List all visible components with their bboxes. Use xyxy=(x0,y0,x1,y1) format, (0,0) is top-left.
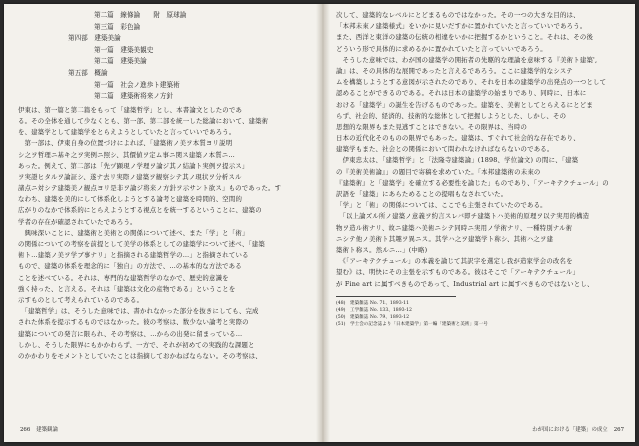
text-line: ことを述べている。それは、専門的な建築哲学のなかで、歴史的意識を xyxy=(18,273,229,282)
left-page-footer xyxy=(20,426,58,434)
text-line: 伊東は、第一篇と第二篇をもって「建築哲学」とし、本書論文としたのであ xyxy=(18,105,243,114)
text-line: 日本の近代化そのものの限界でもあった。建築は、すぐれて社会的な存在であり、 xyxy=(336,134,580,143)
text-line: を、建築学として建築学をとらえようとしていたと言っていいであろう。 xyxy=(18,128,236,137)
running-title: 建築観論 xyxy=(36,427,58,433)
text-line: もので、建築の体系を理念的に「独自」の方法で、…の基本的な方法である xyxy=(18,262,242,271)
text-line: また、西洋と東洋の建築の伝統の相違をいかに把握するかということ。それは、その後 xyxy=(336,33,594,42)
footnotes xyxy=(336,300,626,329)
text-line: シ之ヲ哲理ニ基キ之ヲ実例ニ照シ、其價値ヲ定ム事ニ関ス建築ノ本質ニ… xyxy=(18,150,235,159)
toc-entry: 第二篇 建築美論 xyxy=(94,57,147,66)
body-text xyxy=(18,105,310,362)
text-line: 建築についての発言に限られ、その考察は、…からの出発に留まっている… xyxy=(18,329,243,338)
toc-entry: 第一篇 建築美観史 xyxy=(94,45,154,54)
text-line: る。その全体を通して少なくとも、第一部、第二部を統一した総論において、建築術 xyxy=(18,116,269,125)
running-title: わが国における「建築」の成立 xyxy=(532,427,608,433)
text-line: ヲ実證ヒタルヲ論証シ、遂ナ去リ実際ノ建築ヲ観察シテ其ノ現状ヲ分析スル xyxy=(18,172,242,181)
right-page xyxy=(336,10,626,424)
text-line: 『建築術』と「建築学」を確立する必要性を論じた」ものであり、「アーキテクチュール」の xyxy=(336,178,609,187)
text-line: 第一部は、伊東自身の位置づけによれば、「建築術ノ美ヲ本質ヨリ説明 xyxy=(18,139,233,148)
text-line: 学者の存在が確認されていたであろう。 xyxy=(18,217,137,226)
text-line: の『美術美術論』」の題目で寄稿を求めていた。「本邦建築術の未來の xyxy=(336,167,541,176)
text-line: 築術ト称ス。然ルニ…」(中略) xyxy=(336,245,428,254)
toc-entry: 第一篇 社会ノ進歩ト建築術 xyxy=(94,80,180,89)
text-line: 「建築哲学」は、そうした意味では、書かれなかった部分を抜きにしても、完成 xyxy=(18,307,259,316)
text-line: そうした意味では、わが国の建築学の開拓者の先駆的な理論を意味する『美術ト建築', xyxy=(336,55,598,64)
text-line: 望む》は、明快にその主張を示すものである。彼はそこで「アーキテクチュール」 xyxy=(336,268,580,277)
text-line: 次して、建築的なレベルにとどまるものではなかった。その一つの大きな目的は、 xyxy=(336,11,580,19)
table-of-contents xyxy=(18,10,310,103)
text-line: 興味深いことに、建築術と美術との関係について述べ、また「学」と「術」 xyxy=(18,228,249,237)
text-line: らず、社会的、経済的、技術的な総体として把握しようとした、しかし、その xyxy=(336,111,567,120)
text-line: 伊東忠太は、「建築哲学」と「法隆寺建築論」(1898、学位論文) の間に、「建築 xyxy=(336,156,579,165)
page-number: 266 xyxy=(20,427,31,433)
text-line: が Fine art に属すべきものであって、Industrial art に属すべきものではないとし、 xyxy=(336,279,594,288)
text-line: 論』は、その具体的な展開であったと言えるであろう。ここに建築学的なシステ xyxy=(336,66,573,75)
text-line: どういう形で具体的に求めるかに置かれていたと言っていいであろう。 xyxy=(336,44,547,53)
text-line: 物ヲ造ル術ナリ、故ニ建築ハ美術ニシテ同時ニ実用ノ学術ナリ、一種特別ナル術 xyxy=(336,223,573,232)
text-line: のかかわりをモメントとしていたことは指摘しておかねばならない。その考察は、 xyxy=(18,351,262,360)
footnote: (49) 工学雑誌 No. 133、1893-12 xyxy=(336,307,412,313)
text-line: ニシテ他ノ美術ト其趣ヲ異ニス。其学ハ之ヲ建築学ト称シ、其術ハ之ヲ建 xyxy=(336,234,554,243)
toc-entry: 第三篇 彩色論 xyxy=(94,22,141,31)
footnote: (50) 建築雑誌 No. 79、1893-12 xyxy=(336,315,410,321)
right-page-footer xyxy=(476,426,624,434)
text-line: 広がりのなかで体系的にとらえようとする視点とを統一するということに、建築の xyxy=(18,206,262,215)
book-spread xyxy=(4,4,635,442)
body-text xyxy=(336,10,626,290)
text-line: の関係についての考察を前提として美学の体系としての建築学について述べ、「建築 xyxy=(18,240,265,248)
toc-entry: 第四部 建築美論 xyxy=(68,34,121,43)
text-line: 「学」と「術」の関係については、ここでも主張されていたのである。 xyxy=(336,201,547,210)
text-line: 思想的な限界もまた見逃すことはできない。その限界は、当時の xyxy=(336,122,528,131)
text-line: 示すものとして考えられているのである。 xyxy=(18,295,144,304)
toc-entry: 第二篇 線條論 附 原球論 xyxy=(94,11,187,19)
text-line: 訳語を「建築」にあらためることの提唱もなされていた。 xyxy=(336,190,508,198)
text-line: 術ト…建築ノ美ヲ学ブ事ナリ」と指摘される建築哲学の…」と指摘されている xyxy=(18,251,249,260)
text-line: あった。例えて、第二部は「先ヅ顕現ノ学理ヲ論ジ其ノ結論ト実例ヲ提示ス」 xyxy=(18,161,249,170)
footnote: (48) 建築雑誌 No. 71、1893-11 xyxy=(336,300,410,306)
toc-entry: 第五部 概論 xyxy=(68,68,108,77)
text-line: なわち、建築を美的にして体系化しようとする論考と建築を時間的、空間的 xyxy=(18,195,243,204)
book-gutter xyxy=(316,4,330,442)
text-line: ムを構築しようとする意図が示されたのであり、それを日本の建築学の出発点の一つとして xyxy=(336,78,607,87)
text-line: しかし、そうした限界にもかかわらず、一方で、それが初めての実践的な課題と xyxy=(18,340,255,349)
text-line: 諸点ニ対シテ建築美ノ観点ヨリ是非ヲ論ジ将来ノ方針ヲ示サント欲ス」ものであった。す xyxy=(18,184,282,193)
text-line: 認めることができるのである。それは日本の建築学の始まりであり、同時に、日本に xyxy=(336,89,587,98)
text-line: 《「アーキテクチュール」の本義を論じて其訳字を選定し我が造家学会の改名を xyxy=(336,257,573,266)
footnote-divider xyxy=(336,296,456,297)
text-line: 強く持った、と言える。それは「建築は文化の産物である」ということを xyxy=(18,284,236,293)
text-line: された体系を提示するものではなかった。彼の考察は、数少ない論考と実際の xyxy=(18,318,249,327)
toc-entry: 第二篇 建築術将来ノ方針 xyxy=(94,92,174,101)
text-line: 「本邦未來ノ建築様式」をいかに見いだすかに置かれていたと言っていいであろう。 xyxy=(336,22,587,31)
text-line: 「以上論ズル所ノ建築ノ意義ヲ約言スレバ即チ建築トハ美術的原理ヲ以テ実用的構造 xyxy=(336,212,590,221)
left-page xyxy=(18,10,310,424)
page-number: 267 xyxy=(613,427,624,433)
text-line: おける「建築学」の誕生を告げるものであった。建築を、美術としてとらえるにとどま xyxy=(336,100,593,109)
footnote: (51) 学士会の記念誌より「日本建築学」第一編「建築術と美術」第一号 xyxy=(336,322,488,328)
text-line: 建築学もまた、社会との関係において問われなければならないのである。 xyxy=(336,145,554,154)
